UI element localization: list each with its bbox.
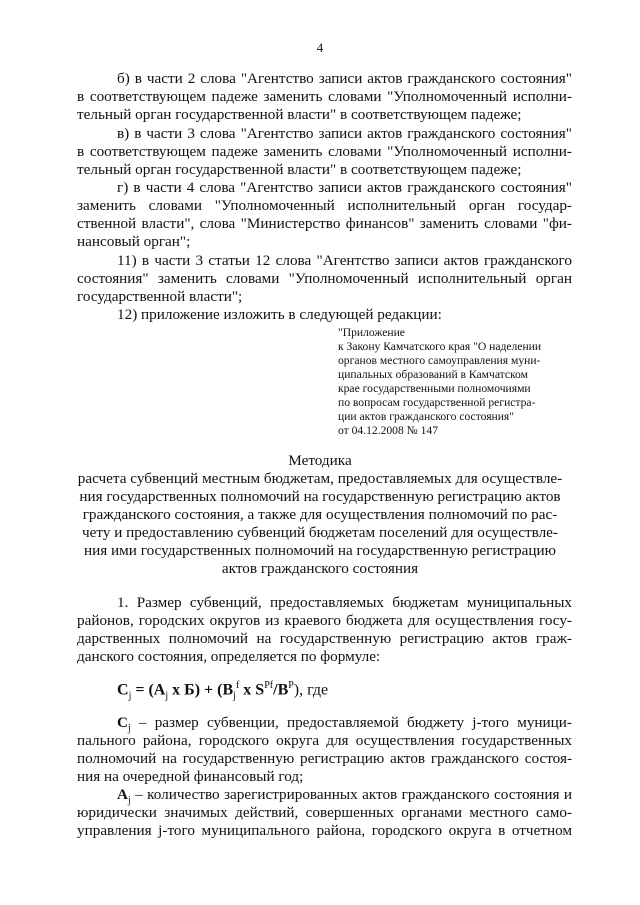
appendix-line: к Закону Камчатского края "О наделении xyxy=(338,340,542,353)
appendix-line: по вопросам государственной регистра- xyxy=(338,396,536,409)
definition-a-line-3: управления j-того муниципального района, городского округа в отчетном xyxy=(77,822,572,839)
section-1-line-3: дарственных полномочий на государственную регистрацию актов граж- xyxy=(77,630,572,647)
item-11-line-2: состояния" заменить словами "Уполномоченный исполнительный орган xyxy=(77,270,572,287)
appendix-line: от 04.12.2008 № 147 xyxy=(338,424,439,437)
method-subtitle-line: актов гражданского состояния xyxy=(221,560,419,577)
method-subtitle-line: гражданского состояния, а также для осуществления полномочий по рас- xyxy=(82,506,558,523)
item-11-line-1: 11) в части 3 статьи 12 слова "Агентство записи актов гражданского xyxy=(117,252,572,269)
appendix-line: ципальных образований в Камчатском xyxy=(338,368,528,381)
subvention-formula: $C_j = (A_j$ x $Б) + (B_j^f$ x $S^{Pf}/B^P$), где xyxy=(117,680,329,702)
section-1-line-2: районов, городских округов из краевого бюджета для осуществления госу- xyxy=(77,612,572,629)
item-12-line: 12) приложение изложить в следующей редакции: xyxy=(117,306,442,323)
method-title: Методика xyxy=(288,452,352,469)
section-1-line-4: данского состояния, определяется по формуле: xyxy=(77,648,381,665)
method-subtitle-line: чету и предоставлению субвенций бюджетам поселений для осуществле- xyxy=(82,524,558,541)
item-g-line-4: нансовый орган"; xyxy=(77,233,191,250)
appendix-line: ции актов гражданского состояния" xyxy=(338,410,515,423)
appendix-line: органов местного самоуправления муни- xyxy=(338,354,541,367)
item-g-line-2: заменить словами "Уполномоченный исполнительный орган государ- xyxy=(77,197,572,214)
item-11-line-3: государственной власти"; xyxy=(77,288,243,305)
appendix-line: "Приложение xyxy=(338,326,405,339)
definition-c-line-2: пального района, городского округа для осуществления государственных xyxy=(77,732,572,749)
item-v-line-2: в соответствующем падеже заменить словами "Уполномоченный исполни- xyxy=(77,143,572,160)
section-1-line-1: 1. Размер субвенций, предоставляемых бюджетам муниципальных xyxy=(117,594,572,611)
item-g-line-1: г) в части 4 слова "Агентство записи актов гражданского состояния" xyxy=(117,179,572,196)
definition-c-line-4: ния на очередной финансовый год; xyxy=(77,768,304,785)
item-g-line-3: ственной власти", слова "Министерство финансов" заменить словами "фи- xyxy=(77,215,572,232)
method-subtitle-line: ния ими государственных полномочий на государственную регистрацию xyxy=(84,542,556,559)
page-number: 4 xyxy=(316,40,324,55)
item-b-line-2: в соответствующем падеже заменить словами "Уполномоченный исполни- xyxy=(77,88,572,105)
item-v-line-1: в) в части 3 слова "Агентство записи актов гражданского состояния" xyxy=(117,125,572,142)
method-subtitle-line: ния государственных полномочий на государственную регистрацию актов xyxy=(79,488,561,505)
definition-c-line-1: $C_j$ – размер субвенции, предоставляемой бюджету j-того муници- xyxy=(117,714,572,735)
definition-a-line-2: юридически значимых действий, совершенных органами местного само- xyxy=(77,804,572,821)
item-b-line-1: б) в части 2 слова "Агентство записи актов гражданского состояния" xyxy=(117,70,572,87)
definition-a-line-1: $A_j$ – количество зарегистрированных актов гражданского состояния и xyxy=(117,786,572,807)
item-b-line-3: тельный орган государственной власти" в соответствующем падеже; xyxy=(77,106,522,123)
item-v-line-3: тельный орган государственной власти" в соответствующем падеже; xyxy=(77,161,522,178)
definition-c-line-3: полномочий на государственную регистрацию актов гражданского состоя- xyxy=(77,750,572,767)
appendix-line: крае государственными полномочиями xyxy=(338,382,531,395)
method-subtitle-line: расчета субвенций местным бюджетам, предоставляемых для осуществле- xyxy=(77,470,563,487)
